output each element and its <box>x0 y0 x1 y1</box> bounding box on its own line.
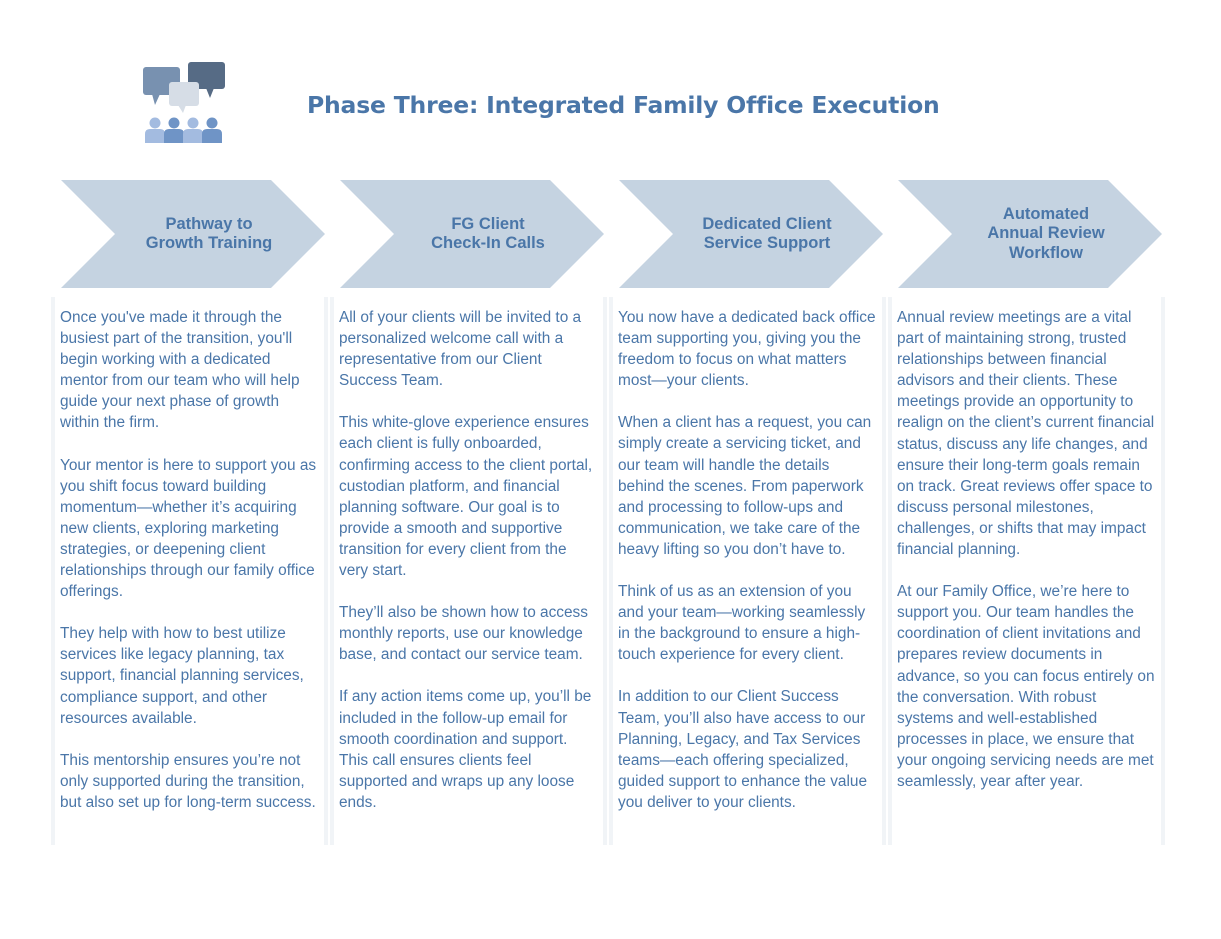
people-chat-icon <box>140 58 230 146</box>
step-chevron-1 <box>61 180 325 288</box>
step-chevron-3 <box>619 180 883 288</box>
step-paragraph: At our Family Office, we’re here to support you. Our team handles the coordination of client invitations and prepares review documents in advance, so you can focus entirely on the conversation. With robust systems and well-established processes in place, we ensure that your ongoing servicing needs are met seamlessly, year after year. <box>897 583 1155 790</box>
step-column-2 <box>330 297 607 845</box>
step-chevron-2 <box>340 180 604 288</box>
speech-bubble-light <box>169 82 199 106</box>
step-label: FG Client Check-In Calls <box>431 214 545 252</box>
step-paragraph: If any action items come up, you’ll be included in the follow-up email for smooth coordination and support. This call ensures clients feel supported and wraps up any loose ends. <box>339 688 592 811</box>
step-paragraph: Annual review meetings are a vital part of maintaining strong, trusted relationships between financial advisors and their clients. These meetings provide an opportunity to realign on the client’s current financial status, discuss any life changes, and ensure their long-term goals remain on track. Great reviews offer space to discuss personal milestones, challenges, or shifts that may impact financial planning. <box>897 309 1155 559</box>
step-label: Automated Annual Review Workflow <box>987 204 1105 262</box>
page-title: Phase Three: Integrated Family Office Execution <box>307 91 940 119</box>
step-paragraph: Think of us as an extension of you and your team—working seamlessly in the background to ensure a high-touch experience for every client. <box>618 583 866 664</box>
step-paragraph: You now have a dedicated back office team supporting you, giving you the freedom to focus on what matters most—your clients. <box>618 309 876 390</box>
step-paragraph: This white-glove experience ensures each client is fully onboarded, confirming access to the client portal, custodian platform, and financial planning software. Our goal is to provide a smooth and supportive transition for every client from the very start. <box>339 414 593 580</box>
step-paragraph: They’ll also be shown how to access monthly reports, use our knowledge base, and contact our service team. <box>339 604 588 664</box>
step-column-1 <box>51 297 328 845</box>
step-paragraph: All of your clients will be invited to a personalized welcome call with a representative from our Client Success Team. <box>339 309 582 390</box>
step-paragraph: In addition to our Client Success Team, you’ll also have access to our Planning, Legacy, and Tax Services teams—each offering specialized, guided support to enhance the value you deliver to your clients. <box>618 688 868 811</box>
step-paragraph: They help with how to best utilize services like legacy planning, tax support, financial planning services, compliance support, and other resources available. <box>60 625 304 727</box>
step-label: Pathway to Growth Training <box>145 214 273 252</box>
step-column-3 <box>609 297 886 845</box>
step-chevron-4 <box>898 180 1162 288</box>
step-paragraph: When a client has a request, you can simply create a servicing ticket, and our team will handle the details behind the scenes. From paperwork and processing to follow-ups and communication, we take care of the heavy lifting so you don’t have to. <box>618 414 872 558</box>
step-paragraph: This mentorship ensures you’re not only supported during the transition, but also set up for long-term success. <box>60 751 316 811</box>
step-paragraph: Once you've made it through the busiest part of the transition, you'll begin working with a dedicated mentor from our team who will help guide your next phase of growth within the firm. <box>60 309 300 432</box>
step-paragraph: Your mentor is here to support you as you shift focus toward building momentum—whether it’s acquiring new clients, exploring marketing strategies, or deepening client relationships through our family office offerings. <box>60 456 317 601</box>
step-label: Dedicated Client Service Support <box>702 214 832 252</box>
step-column-4 <box>888 297 1165 845</box>
